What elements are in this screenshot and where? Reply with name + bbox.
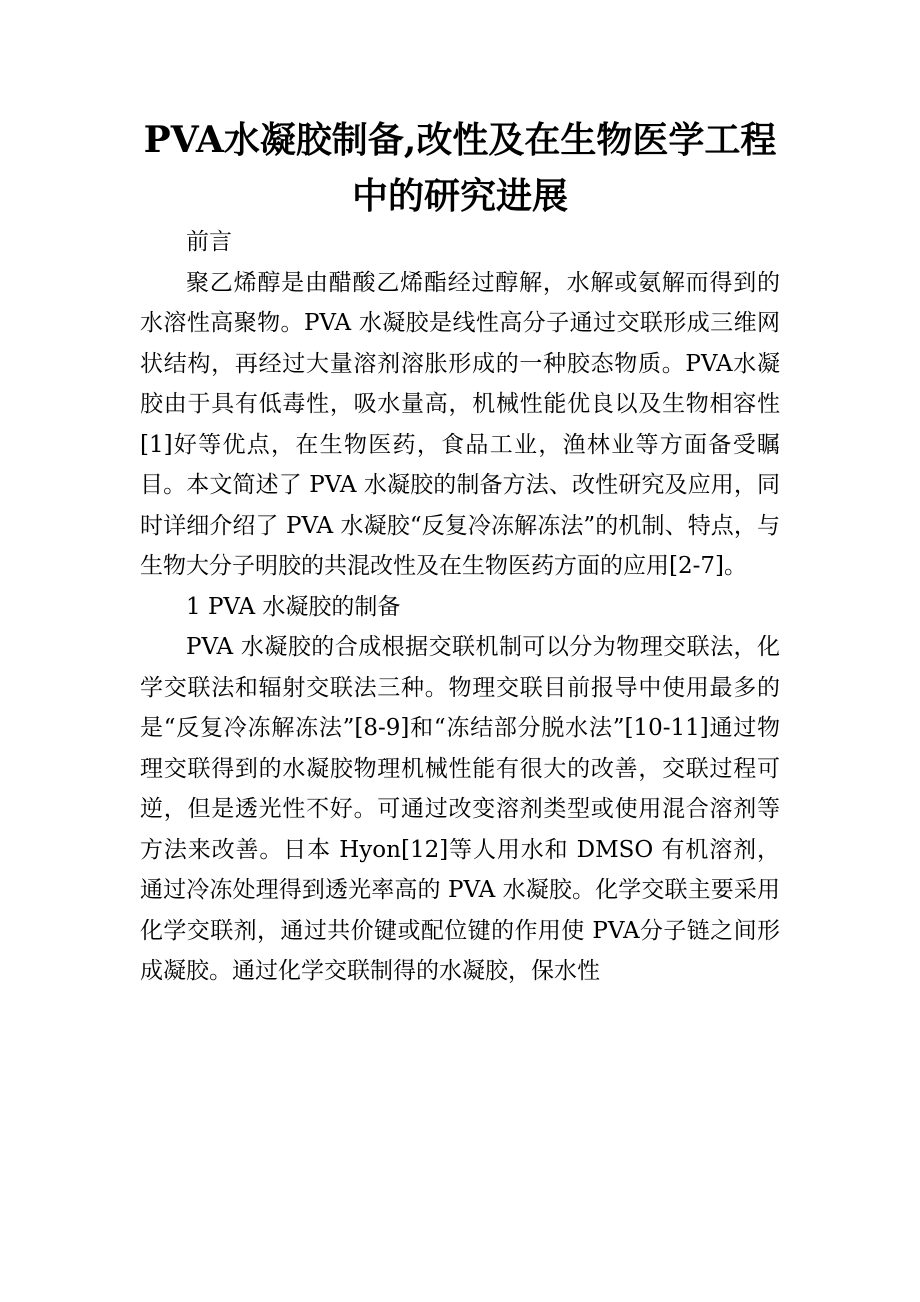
document-body (140, 222, 780, 992)
section-heading-1: 1 PVA 水凝胶的制备 (186, 593, 401, 620)
section-heading-preface: 前言 (186, 229, 232, 255)
paragraph-section-1: PVA 水凝胶的合成根据交联机制可以分为物理交联法，化学交联法和辐射交联法三种。物理交联目前报导中使用最多的是“反复冷冻解冻法”[8-9]和“冻结部分脱水法”[10-11]通过物理交联得到的水凝胶物理机械性能有很大的改善，交联过程可逆，但是透光性不好。可通过改变溶剂类型或使用混合溶剂等方法来改善。日本 Hyon[12]等人用水和 DMSO 有机溶剂，通过冷冻处理得到透光率高的 PVA 水凝胶。化学交联主要采用化学交联剂，通过共价键或配位键的作用使 PVA分子链之间形成凝胶。通过化学交联制得的水凝胶，保水性 (140, 634, 780, 984)
document-title (100, 112, 820, 224)
title-line-1: PVA水凝胶制备,改性及在生物医学工程 (143, 119, 777, 161)
title-line-2: 中的研究进展 (351, 175, 568, 217)
paragraph-preface: 聚乙烯醇是由醋酸乙烯酯经过醇解，水解或氨解而得到的水溶性高聚物。PVA 水凝胶是线性高分子通过交联形成三维网状结构，再经过大量溶剂溶胀形成的一种胶态物质。PVA水凝胶由于具有低毒性，吸水量高，机械性能优良以及生物相容性[1]好等优点，在生物医药，食品工业，渔林业等方面备受瞩目。本文简述了 PVA 水凝胶的制备方法、改性研究及应用，同时详细介绍了 PVA 水凝胶“反复冷冻解冻法”的机制、特点，与生物大分子明胶的共混改性及在生物医药方面的应用[2-7]。 (140, 269, 780, 579)
